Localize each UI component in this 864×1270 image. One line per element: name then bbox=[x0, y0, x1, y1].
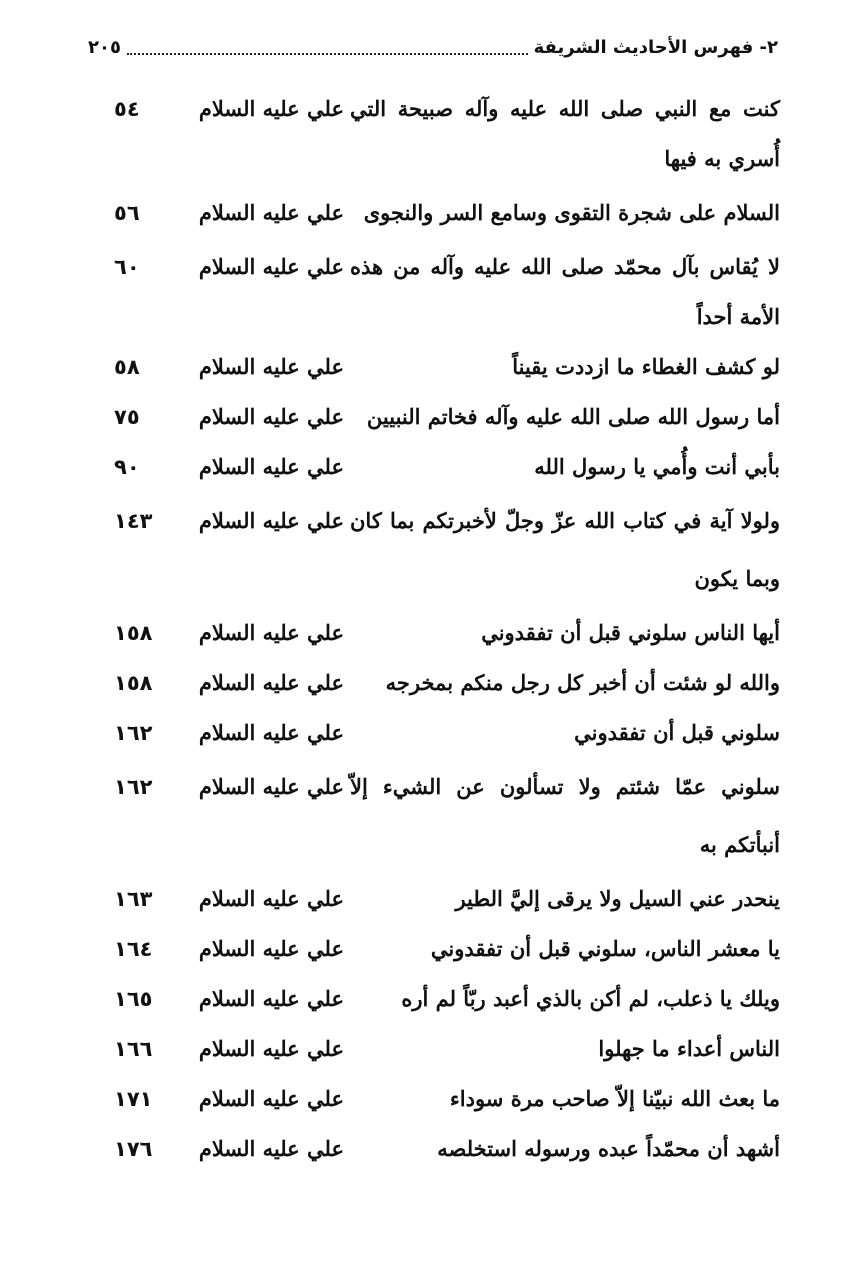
hadith-text: بأبي أنت وأُمي يا رسول الله bbox=[534, 454, 780, 479]
page-ref: ١٥٨ bbox=[114, 671, 153, 695]
index-entry bbox=[100, 442, 780, 492]
hadith-text: ينحدر عني السيل ولا يرقى إليَّ الطير bbox=[455, 886, 780, 911]
narrator: علي عليه السلام bbox=[198, 200, 344, 225]
page-ref: ١٦٢ bbox=[114, 775, 153, 799]
page-number: ٢٠٥ bbox=[88, 36, 121, 58]
section-title: ٢- فهرس الأحاديث الشريفة bbox=[533, 36, 778, 58]
index-entry bbox=[100, 184, 780, 242]
page-ref: ٦٠ bbox=[114, 255, 140, 279]
narrator: علي عليه السلام bbox=[198, 96, 344, 121]
hadith-text: لا يُقاس بآل محمّد صلى الله عليه وآله من هذه الأمة أحداً bbox=[350, 254, 780, 329]
hadith-text: الناس أعداء ما جهلوا bbox=[598, 1036, 780, 1061]
narrator: علي عليه السلام bbox=[198, 1036, 344, 1061]
page-ref: ٥٤ bbox=[114, 97, 140, 121]
hadith-text: سلوني عمّا شئتم ولا تسألون عن الشيء إلاّ أنبأتكم به bbox=[350, 774, 780, 857]
narrator: علي عليه السلام bbox=[198, 986, 344, 1011]
index-entry bbox=[100, 974, 780, 1024]
page-ref: ١٦٢ bbox=[114, 721, 153, 745]
hadith-text: والله لو شئت أن أخبر كل رجل منكم بمخرجه bbox=[385, 670, 780, 695]
page-ref: ٥٨ bbox=[114, 355, 140, 379]
hadith-text: أما رسول الله صلى الله عليه وآله فخاتم النبيين bbox=[366, 404, 780, 429]
narrator: علي عليه السلام bbox=[198, 454, 344, 479]
hadith-text: يا معشر الناس، سلوني قبل أن تفقدوني bbox=[430, 936, 780, 961]
page-ref: ١٦٥ bbox=[114, 987, 153, 1011]
hadith-text: ما بعث الله نبيّنا إلاّ صاحب مرة سوداء bbox=[449, 1086, 780, 1111]
hadith-text: ولولا آية في كتاب الله عزّ وجلّ لأخبرتكم بما كان وبما يكون bbox=[350, 508, 780, 591]
page-ref: ١٦٦ bbox=[114, 1037, 153, 1061]
index-entry bbox=[100, 924, 780, 974]
index-entry bbox=[100, 342, 780, 392]
page-ref: ١٤٣ bbox=[114, 509, 153, 533]
hadith-text: السلام على شجرة التقوى وسامع السر والنجوى bbox=[363, 200, 780, 225]
index-entry bbox=[100, 874, 780, 924]
hadith-text: أيها الناس سلوني قبل أن تفقدوني bbox=[481, 620, 780, 645]
page-ref: ١٧٦ bbox=[114, 1137, 153, 1161]
page-ref: ٩٠ bbox=[114, 455, 140, 479]
index-entry bbox=[100, 242, 780, 342]
narrator: علي عليه السلام bbox=[198, 1136, 344, 1161]
hadith-text: كنت مع النبي صلى الله عليه وآله صبيحة التي أُسري به فيها bbox=[350, 96, 780, 171]
hadith-text: أشهد أن محمّداً عبده ورسوله استخلصه bbox=[437, 1136, 780, 1161]
narrator: علي عليه السلام bbox=[198, 886, 344, 911]
index-entry bbox=[100, 84, 780, 184]
narrator: علي عليه السلام bbox=[198, 254, 344, 279]
page-ref: ١٦٣ bbox=[114, 887, 153, 911]
index-entry bbox=[100, 1124, 780, 1174]
leader-dots bbox=[127, 39, 528, 55]
narrator: علي عليه السلام bbox=[198, 670, 344, 695]
index-entry bbox=[100, 608, 780, 658]
narrator: علي عليه السلام bbox=[198, 620, 344, 645]
index-entry bbox=[100, 708, 780, 758]
index-entry bbox=[100, 758, 780, 874]
page-header bbox=[88, 30, 778, 64]
hadith-text: لو كشف الغطاء ما ازددت يقيناً bbox=[512, 354, 780, 379]
narrator: علي عليه السلام bbox=[198, 354, 344, 379]
index-entry bbox=[100, 392, 780, 442]
narrator: علي عليه السلام bbox=[198, 720, 344, 745]
index-entry bbox=[100, 1074, 780, 1124]
page-ref: ١٧١ bbox=[114, 1087, 153, 1111]
narrator: علي عليه السلام bbox=[198, 774, 344, 799]
index-entry bbox=[100, 492, 780, 608]
narrator: علي عليه السلام bbox=[198, 1086, 344, 1111]
narrator: علي عليه السلام bbox=[198, 404, 344, 429]
page-ref: ٧٥ bbox=[114, 405, 140, 429]
index-entry bbox=[100, 1024, 780, 1074]
narrator: علي عليه السلام bbox=[198, 936, 344, 961]
page-ref: ١٥٨ bbox=[114, 621, 153, 645]
hadith-index-list bbox=[100, 84, 780, 1174]
page-ref: ٥٦ bbox=[114, 201, 140, 225]
index-entry bbox=[100, 658, 780, 708]
narrator: علي عليه السلام bbox=[198, 508, 344, 533]
page-ref: ١٦٤ bbox=[114, 937, 153, 961]
hadith-text: سلوني قبل أن تفقدوني bbox=[574, 720, 780, 745]
hadith-text: ويلك يا ذعلب، لم أكن بالذي أعبد ربّاً لم أره bbox=[401, 986, 780, 1011]
